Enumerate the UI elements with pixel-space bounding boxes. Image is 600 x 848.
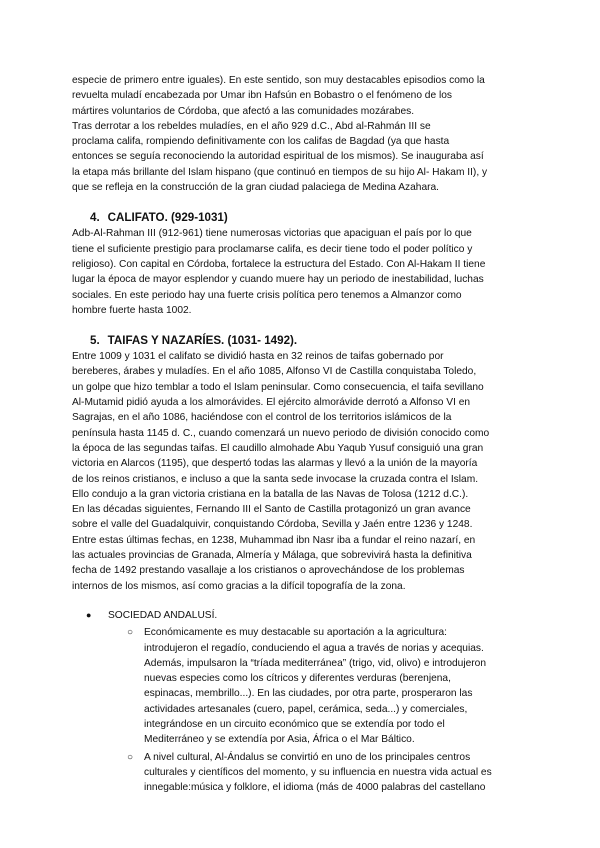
text-line: bereberes, árabes y muladíes. En el año 1085, Alfonso VI de Castilla conquistaba Toledo, — [72, 366, 477, 378]
text-line: Entre 1009 y 1031 el califato se dividió hasta en 32 reinos de taifas gobernado por — [72, 351, 444, 363]
text-line: de los reinos cristianos, e incluso a que la santa sede invocase la cruzada contra el Islam. — [72, 473, 479, 485]
list-heading: SOCIEDAD ANDALUSÍ. — [108, 609, 218, 621]
text-line: tiene el suficiente prestigio para proclamarse califa, es decir tiene todo el poder político y — [72, 243, 473, 255]
text-line: fecha de 1492 prestando vasallaje a los cristianos o aprovechándose de los problemas — [72, 565, 465, 577]
text-line: Económicamente es muy destacable su aportación a la agricultura: — [144, 627, 447, 639]
society-list — [72, 608, 530, 796]
intro-paragraph — [72, 73, 530, 195]
text-line: innegable:música y folklore, el idioma (más de 4000 palabras del castellano — [144, 782, 486, 794]
text-line: religioso). Con capital en Córdoba, fortalece la estructura del Estado. Con Al-Hakam II tiene — [72, 258, 486, 270]
text-line: la etapa más brillante del Islam hispano (que continuó en tiempos de su hijo Al- Hakam II), y — [72, 166, 488, 178]
list-item — [72, 608, 530, 623]
text-line: la época de las segundas taifas. El caudillo almohade Abu Yaqub Yusuf consiguió una gran — [72, 442, 484, 454]
text-line: Además, impulsaron la “tríada mediterránea” (trigo, vid, olivo) e introdujeron — [144, 657, 487, 669]
text-line: A nivel cultural, Al-Ándalus se convirtió en uno de los principales centros — [144, 751, 471, 763]
text-line: culturales y científicos del momento, y su influencia en nuestra vida actual es — [144, 766, 492, 778]
sub-list-item-culture — [72, 750, 530, 796]
text-line: mártires voluntarios de Córdoba, que afectó a las comunidades mozárabes. — [72, 105, 415, 117]
text-line: especie de primero entre iguales). En este sentido, son muy destacables episodios como la — [72, 75, 485, 86]
text-line: sociales. En este periodo hay una fuerte crisis política pero tenemos a Almanzor como — [72, 289, 462, 301]
document-page — [72, 73, 530, 795]
bullet-icon: ● — [86, 609, 92, 620]
califato-paragraph — [72, 226, 530, 318]
text-line: Ello condujo a la gran victoria cristiana en la batalla de las Navas de Tolosa (1212 d.C.). — [72, 488, 469, 500]
text-line: Adb-Al-Rahman III (912-961) tiene numerosas victorias que apaciguan el país por lo que — [72, 228, 472, 240]
text-line: sobre el valle del Guadalquivir, conquistando Córdoba, Sevilla y Jaén entre 1236 y 1248. — [72, 519, 473, 531]
text-line: proclama califa, rompiendo definitivamente con los califas de Bagdad (ya que hasta — [72, 136, 450, 148]
section-heading-califato — [72, 209, 530, 226]
text-line: revuelta muladí encabezada por Umar ibn Hafsún en Bobastro o el fenómeno de los — [72, 90, 452, 102]
text-line: Mediterráneo y se extendía por Asia, África o el Mar Báltico. — [144, 734, 415, 746]
taifas-paragraph — [72, 349, 530, 594]
text-line: internos de los mismos, así como gracias a la difícil topografía de la zona. — [72, 580, 406, 592]
text-line: hombre fuerte hasta 1002. — [72, 304, 192, 316]
circle-bullet-icon: ○ — [127, 627, 134, 639]
text-line: actividades artesanales (cuero, papel, cerámica, seda...) y comerciales, — [144, 703, 468, 715]
text-line: que se refleja en la construcción de la gran ciudad palaciega de Medina Azahara. — [72, 182, 439, 194]
text-line: victoria en Alarcos (1195), que despertó todas las alarmas y llevó a la unión de la mayoría — [72, 458, 478, 470]
text-line: introdujeron el regadío, conduciendo el agua a través de norias y acequias. — [144, 642, 484, 654]
text-line: Tras derrotar a los rebeldes muladíes, en el año 929 d.C., Abd al-Rahmán III se — [72, 120, 431, 132]
text-line: espinacas, membrillo...). En las ciudades, por otra parte, prosperaron las — [144, 688, 473, 700]
text-line: En las décadas siguientes, Fernando III el Santo de Castilla protagonizó un gran avance — [72, 504, 471, 516]
section-number: 4. — [90, 211, 100, 225]
text-line: Al-Mutamid pidió ayuda a los almorávides. El ejército almorávide derrotó a Alfonso VI en — [72, 397, 471, 409]
text-line: península hasta 1145 d. C., cuando comenzará un nuevo periodo de división conocido como — [72, 427, 490, 439]
section-title: TAIFAS Y NAZARÍES. (1031- 1492). — [107, 334, 298, 348]
text-line: Sagrajas, en el año 1086, haciéndose con el control de los territorios islámicos de la — [72, 412, 452, 424]
circle-bullet-icon: ○ — [127, 751, 134, 763]
text-line: entonces se seguía reconociendo la autoridad espiritual de los mismos). Se inauguraba así — [72, 151, 484, 163]
text-line: Entre estas últimas fechas, en 1238, Muhammad ibn Nasr iba a fundar el reino nazarí, en — [72, 534, 476, 546]
text-line: las actuales provincias de Granada, Almería y Málaga, que sobrevivirá hasta la definitiva — [72, 550, 472, 562]
section-number: 5. — [90, 334, 100, 348]
section-heading-taifas — [72, 332, 530, 349]
text-line: lugar la época de mayor esplendor y cuando muere hay un periodo de inestabilidad, luchas — [72, 274, 484, 286]
text-line: un golpe que hizo temblar a todo el Islam peninsular. Como consecuencia, el taifa sevillano — [72, 381, 484, 393]
text-line: integrándose en un circuito económico que se extendía por todo el — [144, 718, 445, 730]
section-title: CALIFATO. (929-1031) — [107, 211, 228, 225]
text-line: nuevas especies como los cítricos y diferentes verduras (berenjena, — [144, 673, 451, 685]
sub-list-item-economy — [72, 625, 530, 747]
